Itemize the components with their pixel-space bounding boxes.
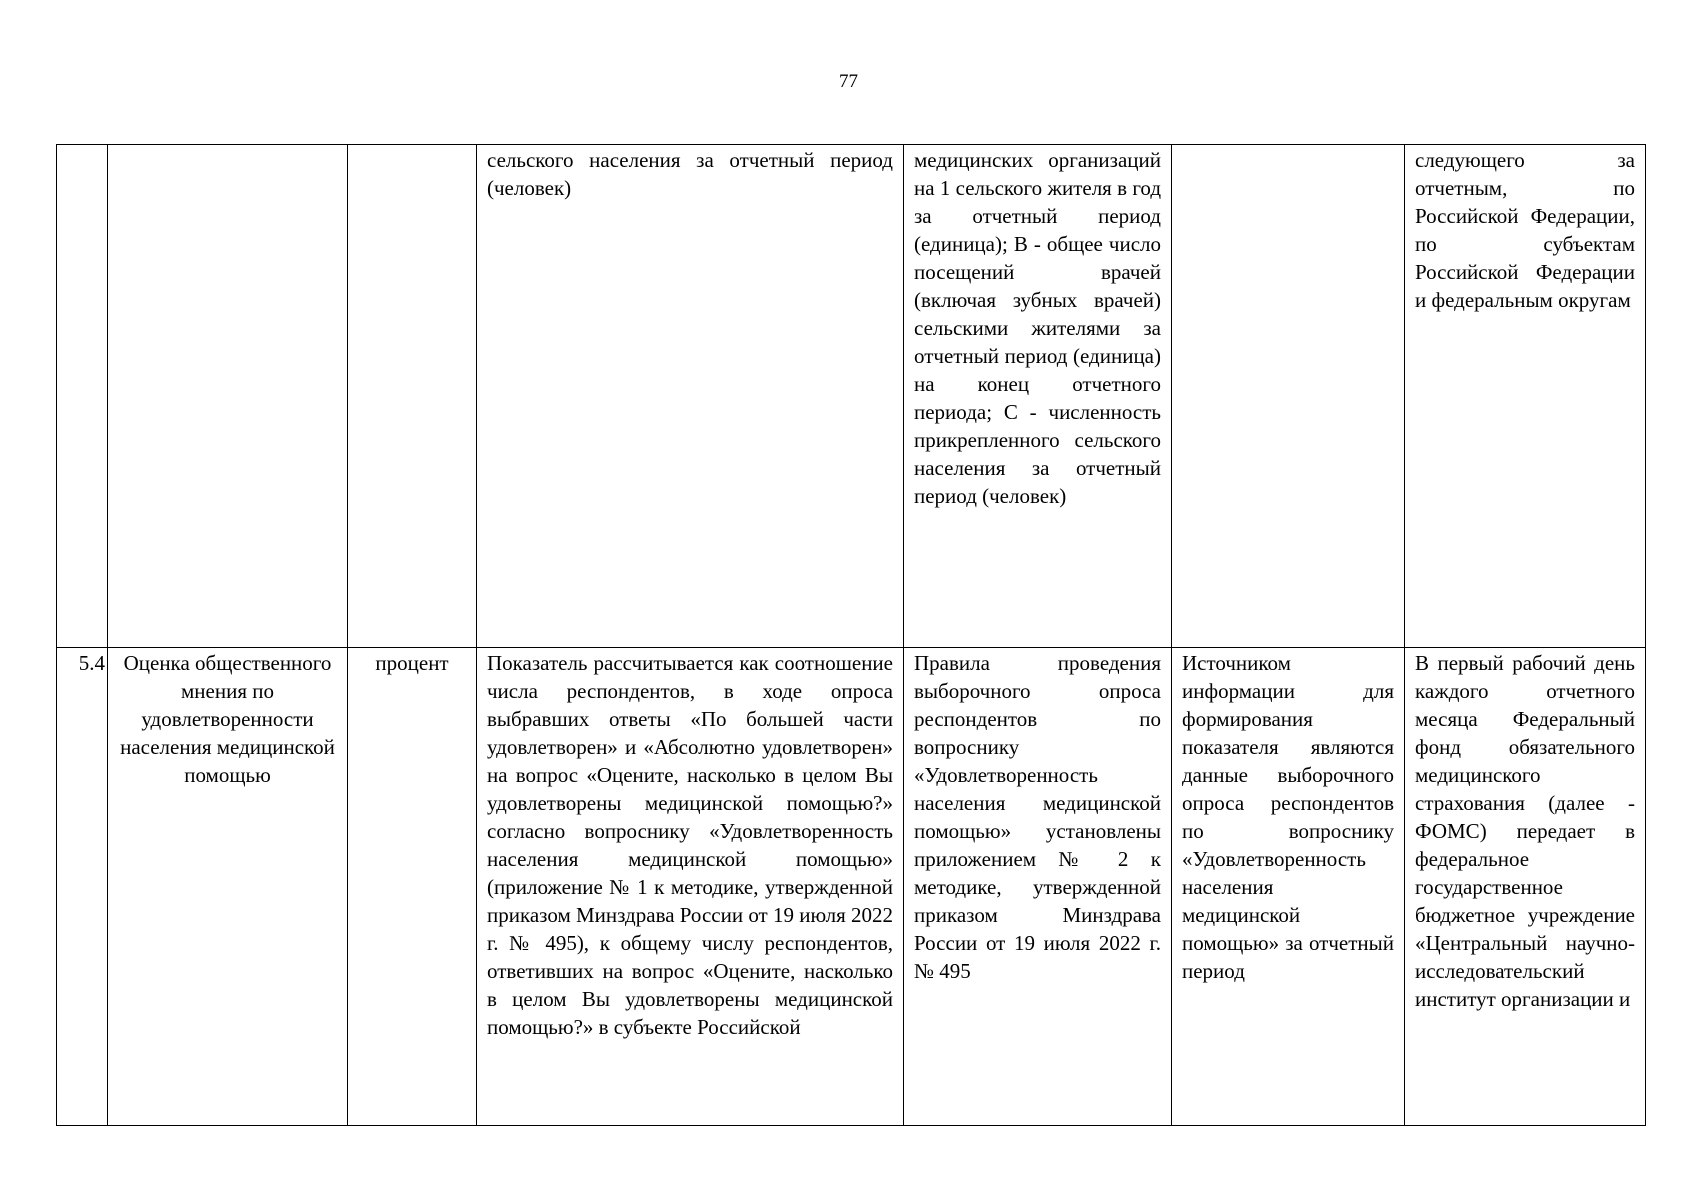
cell-parameters (904, 145, 1172, 648)
cell-parameters (904, 648, 1172, 1126)
cell-formula (477, 145, 904, 648)
cell-unit (348, 648, 477, 1126)
cell-unit (348, 145, 477, 648)
formula-text: сельского населения за отчетный период (человек) (487, 148, 893, 200)
parameters-text: Правила проведения выборочного опроса респондентов по вопроснику «Удовлетворенность населения медицинской помощью» установлены приложением № 2 к методике, утвержденной приказом Минздрава России от 19 июля 2022 г. № 495 (914, 651, 1161, 983)
cell-indicator-name (108, 648, 348, 1126)
page-number: 77 (839, 71, 858, 92)
cell-source (1172, 648, 1405, 1126)
cell-number (57, 648, 108, 1126)
cell-deadline (1405, 145, 1646, 648)
formula-text: Показатель рассчитывается как соотношение числа респондентов, в ходе опроса выбравших ответы «По большей части удовлетворен» и «Абсолютно удовлетворен» на вопрос «Оцените, насколько в целом Вы удовлетворены медицинской помощью?» согласно вопроснику «Удовлетворенность населения медицинской помощью» (приложение № 1 к методике, утвержденной приказом Минздрава России от 19 июля 2022 г. № 495), к общему числу респондентов, ответивших на вопрос «Оцените, насколько в целом Вы удовлетворены медицинской помощью?» в субъекте Российской (487, 651, 894, 1039)
indicator-name-text: Оценка общественного мнения по удовлетворенности населения медицинской помощью (120, 651, 335, 787)
unit-text: процент (375, 651, 449, 675)
row-number: 5.4 (78, 651, 105, 675)
parameters-text: медицинских организаций на 1 сельского жителя в год за отчетный период (единица); В - общее число посещений врачей (включая зубных врачей) сельскими жителями за отчетный период (единица) на конец отчетного периода; С - численность прикрепленного сельского населения за отчетный период (человек) (914, 148, 1161, 508)
cell-formula (477, 648, 904, 1126)
indicator-table (56, 144, 1646, 1126)
cell-indicator-name (108, 145, 348, 648)
deadline-text: В первый рабочий день каждого отчетного месяца Федеральный фонд обязательного медицинского страхования (далее - ФОМС) передает в федеральное государственное бюджетное учреждение «Центральный научно-исследовательский институт организации и (1415, 651, 1635, 1011)
table-row (57, 145, 1646, 648)
cell-source (1172, 145, 1405, 648)
cell-number (57, 145, 108, 648)
table-row (57, 648, 1646, 1126)
cell-deadline (1405, 648, 1646, 1126)
source-text: Источником информации для формирования показателя являются данные выборочного опроса респондентов по вопроснику «Удовлетворенность населения медицинской помощью» за отчетный период (1182, 651, 1394, 983)
deadline-text: следующего за отчетным, по Российской Федерации, по субъектам Российской Федерации и федеральным округам (1415, 148, 1635, 312)
